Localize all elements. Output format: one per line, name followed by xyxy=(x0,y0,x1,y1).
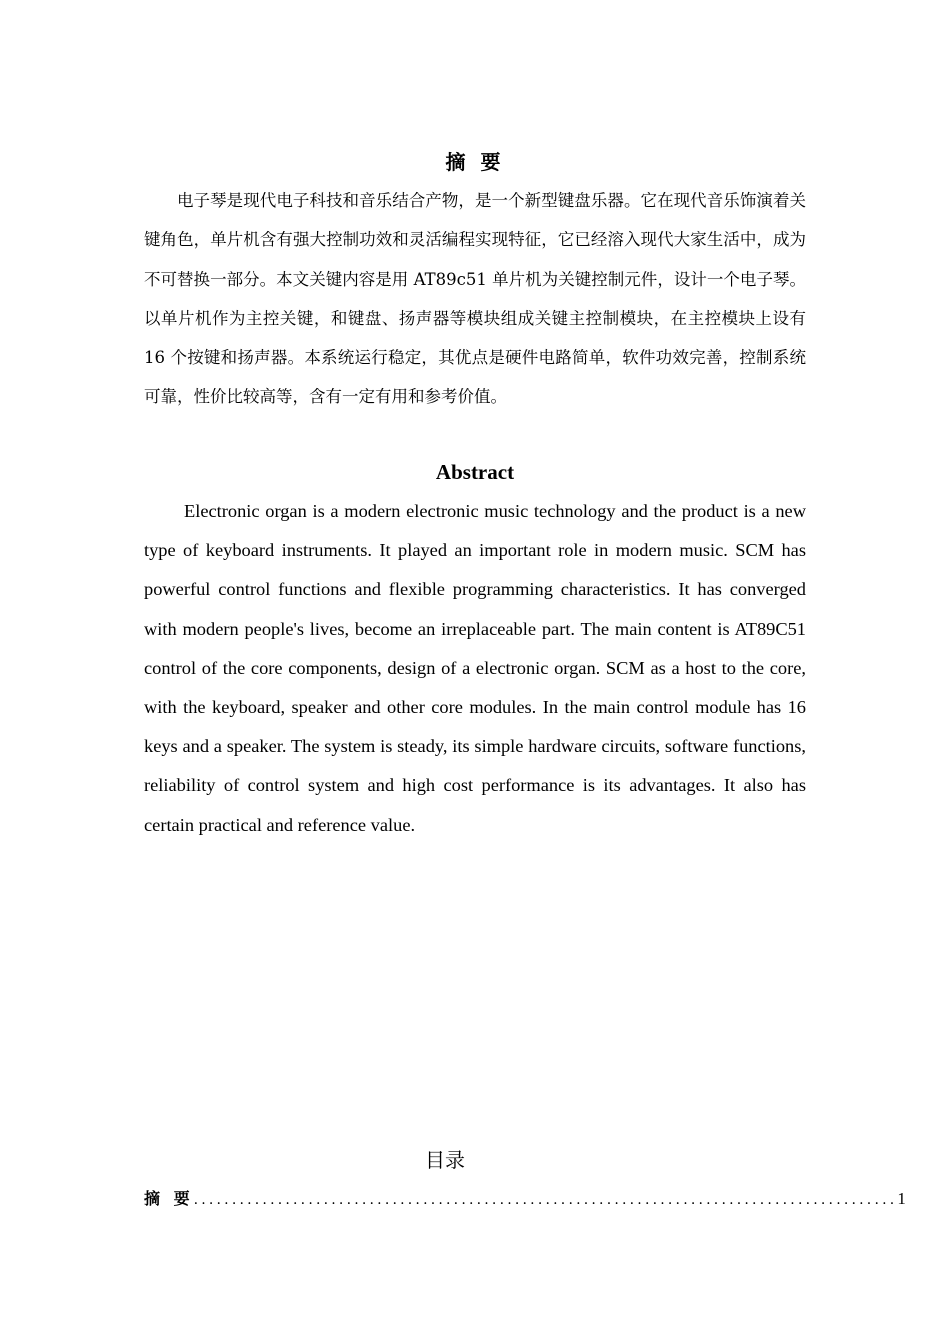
toc-title: 目录 xyxy=(425,1148,465,1172)
toc-leader-dots: ............................................................................................ xyxy=(193,1192,898,1208)
toc-entry-page-number: 1 xyxy=(897,1189,906,1208)
abstract-zh-title: 摘 要 xyxy=(445,150,505,174)
toc-entry-abstract[interactable] xyxy=(144,1185,906,1213)
toc-entry-label: 摘 要 xyxy=(144,1189,194,1208)
abstract-en-title: Abstract xyxy=(435,460,515,484)
abstract-zh-body: 电子琴是现代电子科技和音乐结合产物，是一个新型键盘乐器。它在现代音乐饰演着关键角色，单片机含有强大控制功效和灵活编程实现特征，它已经溶入现代大家生活中，成为不可替换一部分。本文关键内容是用 AT89c51 单片机为关键控制元件，设计一个电子琴。以单片机作为主控关键，和键盘、扬声器等模块组成关键主控制模块，在主控模块上设有 16 个按键和扬声器。本系统运行稳定，其优点是硬件电路简单，软件功效完善，控制系统可靠，性价比较高等，含有一定有用和参考价值。 xyxy=(144,191,806,407)
abstract-en-body: Electronic organ is a modern electronic music technology and the product is a new type of keyboard instruments. It played an important role in modern music. SCM has powerful control functions and flexible programming characteristics. It has converged with modern people's lives, become an irreplaceable part. The main content is AT89C51 control of the core components, design of a electronic organ. SCM as a host to the core, with the keyboard, speaker and other core modules. In the main control module has 16 keys and a speaker. The system is steady, its simple hardware circuits, software functions, reliability of control system and high cost performance is its advantages. It also has certain practical and reference value. xyxy=(144,501,806,835)
